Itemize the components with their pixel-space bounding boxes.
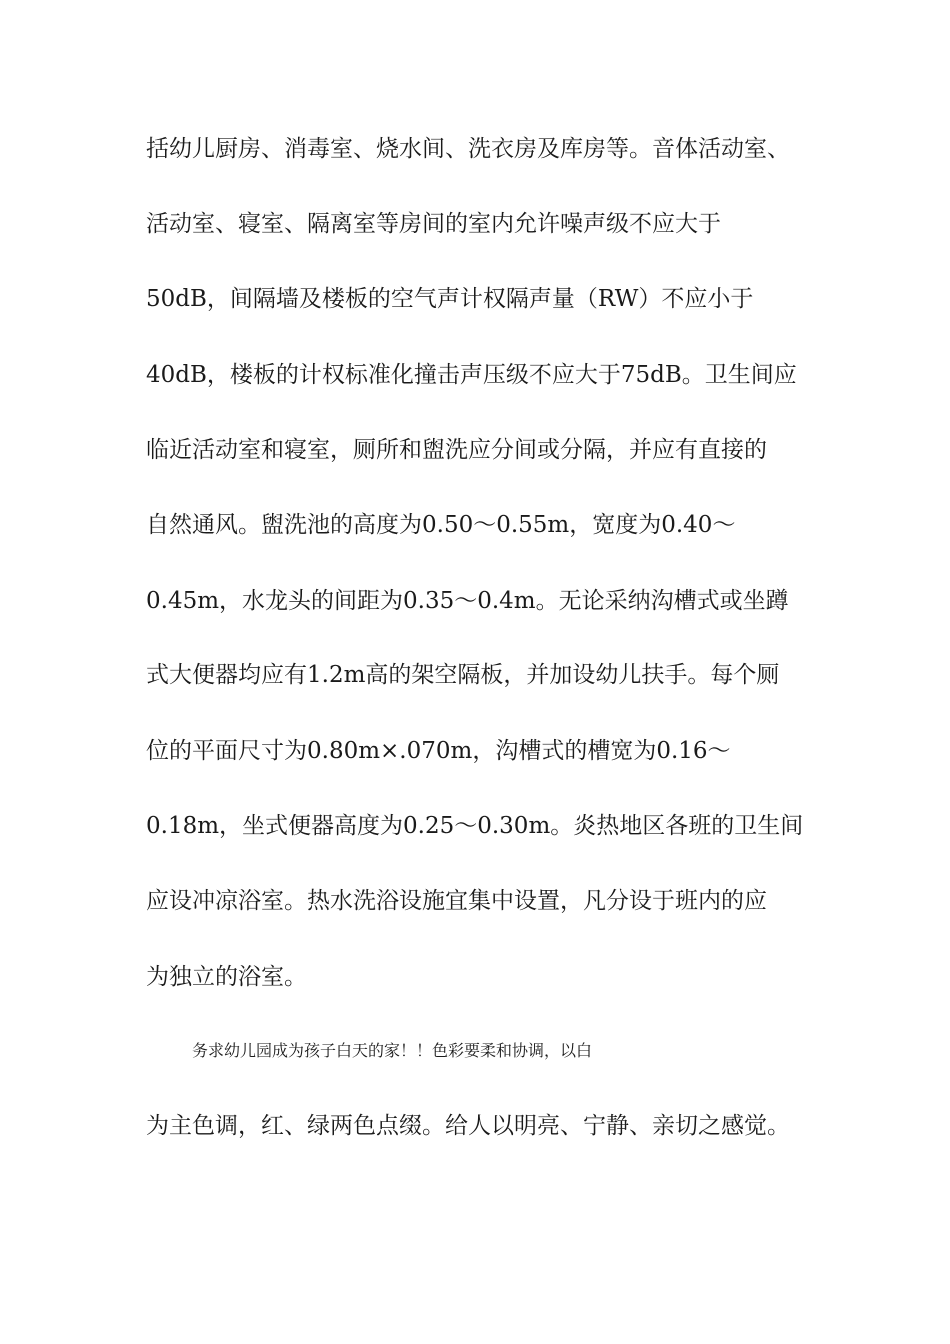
- text-line: 为主色调，红、绿两色点缀。给人以明亮、宁静、亲切之感觉。: [146, 1113, 790, 1139]
- text-line: 应设冲凉浴室。热水洗浴设施宜集中设置，凡分设于班内的应: [146, 888, 767, 914]
- text-line: 50dB，间隔墙及楼板的空气声计权隔声量（RW）不应小于: [146, 286, 754, 312]
- text-line: 位的平面尺寸为0.80m×.070m，沟槽式的槽宽为0.16～: [146, 738, 731, 764]
- text-line: 0.45m，水龙头的间距为0.35～0.4m。无论采纳沟槽式或坐蹲: [146, 588, 789, 614]
- text-line: 活动室、寝室、隔离室等房间的室内允许噪声级不应大于: [146, 211, 721, 237]
- text-line: 0.18m，坐式便器高度为0.25～0.30m。炎热地区各班的卫生间: [146, 813, 804, 839]
- text-line: 为独立的浴室。: [146, 964, 307, 990]
- text-line: 务求幼儿园成为孩子白天的家！！色彩要柔和协调，以白: [192, 1041, 593, 1060]
- text-line: 40dB，楼板的计权标准化撞击声压级不应大于75dB。卫生间应: [146, 362, 797, 388]
- text-line: 式大便器均应有1.2m高的架空隔板，并加设幼儿扶手。每个厕: [146, 662, 780, 688]
- text-line: 临近活动室和寝室，厕所和盥洗应分间或分隔，并应有直接的: [146, 437, 767, 463]
- text-line: 括幼儿厨房、消毒室、烧水间、洗衣房及库房等。音体活动室、: [146, 136, 790, 162]
- text-line: 自然通风。盥洗池的高度为0.50～0.55m，宽度为0.40～: [146, 512, 736, 538]
